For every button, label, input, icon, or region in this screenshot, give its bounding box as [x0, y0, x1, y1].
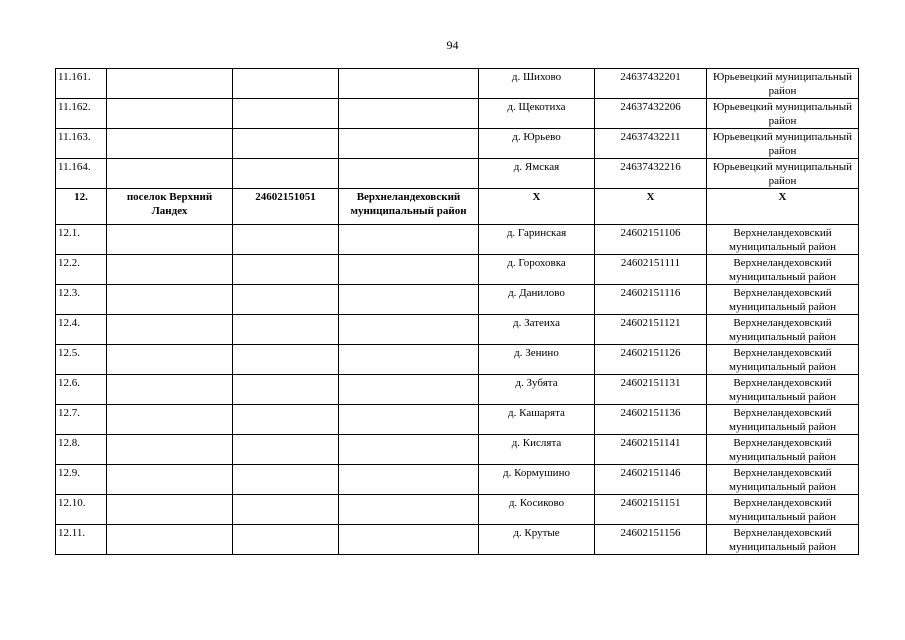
settlement-name-cell	[107, 465, 233, 495]
municipality-cell: Верхнеландеховский муниципальный район	[707, 315, 859, 345]
settlement-code-cell	[233, 255, 339, 285]
table-row	[56, 465, 859, 495]
locality-cell: д. Ямская	[479, 159, 595, 189]
municipality-cell: Верхнеландеховский муниципальный район	[707, 525, 859, 555]
settlement-code-cell	[233, 405, 339, 435]
district-cell	[339, 345, 479, 375]
row-number-cell: 12.1.	[56, 225, 107, 255]
locality-cell: д. Затеиха	[479, 315, 595, 345]
settlement-code-cell	[233, 495, 339, 525]
row-number-cell: 12.3.	[56, 285, 107, 315]
settlement-code-cell	[233, 285, 339, 315]
table-row	[56, 69, 859, 99]
district-cell	[339, 69, 479, 99]
municipality-cell: Верхнеландеховский муниципальный район	[707, 465, 859, 495]
settlement-code-cell	[233, 159, 339, 189]
settlement-name-cell	[107, 159, 233, 189]
district-cell	[339, 159, 479, 189]
locality-cell: X	[479, 189, 595, 225]
oktmo-code-cell: 24602151131	[595, 375, 707, 405]
locality-cell: д. Шихово	[479, 69, 595, 99]
oktmo-code-cell: 24637432201	[595, 69, 707, 99]
table-row	[56, 129, 859, 159]
district-cell	[339, 99, 479, 129]
settlement-code-cell	[233, 315, 339, 345]
settlement-name-cell: поселок Верхний Ландех	[107, 189, 233, 225]
row-number-cell: 12.7.	[56, 405, 107, 435]
municipality-cell: Юрьевецкий муниципальный район	[707, 159, 859, 189]
municipality-cell: Верхнеландеховский муниципальный район	[707, 495, 859, 525]
settlement-code-cell	[233, 525, 339, 555]
oktmo-code-cell: 24602151146	[595, 465, 707, 495]
row-number-cell: 11.161.	[56, 69, 107, 99]
settlement-name-cell	[107, 405, 233, 435]
district-cell	[339, 225, 479, 255]
municipality-cell: Юрьевецкий муниципальный район	[707, 99, 859, 129]
municipality-cell: Юрьевецкий муниципальный район	[707, 129, 859, 159]
settlement-code-cell	[233, 69, 339, 99]
row-number-cell: 12.	[56, 189, 107, 225]
settlement-name-cell	[107, 345, 233, 375]
settlement-name-cell	[107, 69, 233, 99]
row-number-cell: 12.5.	[56, 345, 107, 375]
table-row	[56, 159, 859, 189]
table-row	[56, 225, 859, 255]
table-row	[56, 285, 859, 315]
settlement-code-cell	[233, 465, 339, 495]
settlements-table	[55, 68, 859, 555]
settlement-name-cell	[107, 225, 233, 255]
row-number-cell: 12.6.	[56, 375, 107, 405]
settlement-name-cell	[107, 315, 233, 345]
district-cell	[339, 375, 479, 405]
municipality-cell: Верхнеландеховский муниципальный район	[707, 345, 859, 375]
table-row	[56, 255, 859, 285]
locality-cell: д. Кашарята	[479, 405, 595, 435]
table-row	[56, 375, 859, 405]
oktmo-code-cell: 24602151141	[595, 435, 707, 465]
table-row	[56, 315, 859, 345]
row-number-cell: 12.10.	[56, 495, 107, 525]
municipality-cell: Верхнеландеховский муниципальный район	[707, 285, 859, 315]
row-number-cell: 12.9.	[56, 465, 107, 495]
settlement-code-cell	[233, 99, 339, 129]
oktmo-code-cell: 24602151116	[595, 285, 707, 315]
table-row	[56, 345, 859, 375]
oktmo-code-cell: 24637432216	[595, 159, 707, 189]
settlement-name-cell	[107, 129, 233, 159]
oktmo-code-cell: 24602151136	[595, 405, 707, 435]
locality-cell: д. Данилово	[479, 285, 595, 315]
municipality-cell: Юрьевецкий муниципальный район	[707, 69, 859, 99]
district-cell	[339, 465, 479, 495]
row-number-cell: 12.11.	[56, 525, 107, 555]
district-cell	[339, 129, 479, 159]
district-cell	[339, 405, 479, 435]
table-row	[56, 525, 859, 555]
oktmo-code-cell: X	[595, 189, 707, 225]
oktmo-code-cell: 24602151156	[595, 525, 707, 555]
oktmo-code-cell: 24602151111	[595, 255, 707, 285]
settlement-name-cell	[107, 435, 233, 465]
locality-cell: д. Зенино	[479, 345, 595, 375]
table-row	[56, 405, 859, 435]
settlement-code-cell	[233, 375, 339, 405]
row-number-cell: 11.163.	[56, 129, 107, 159]
settlement-name-cell	[107, 375, 233, 405]
locality-cell: д. Юрьево	[479, 129, 595, 159]
locality-cell: д. Гаринская	[479, 225, 595, 255]
settlement-code-cell	[233, 225, 339, 255]
settlement-code-cell	[233, 129, 339, 159]
table-body	[56, 69, 859, 555]
municipality-cell: Верхнеландеховский муниципальный район	[707, 375, 859, 405]
table-row	[56, 189, 859, 225]
locality-cell: д. Кислята	[479, 435, 595, 465]
settlement-name-cell	[107, 525, 233, 555]
settlement-code-cell: 24602151051	[233, 189, 339, 225]
table-row	[56, 435, 859, 465]
locality-cell: д. Зубята	[479, 375, 595, 405]
page-number: 94	[446, 38, 459, 52]
settlement-name-cell	[107, 495, 233, 525]
table-row	[56, 495, 859, 525]
oktmo-code-cell: 24602151106	[595, 225, 707, 255]
locality-cell: д. Косиково	[479, 495, 595, 525]
district-cell	[339, 315, 479, 345]
oktmo-code-cell: 24602151151	[595, 495, 707, 525]
municipality-cell: X	[707, 189, 859, 225]
locality-cell: д. Гороховка	[479, 255, 595, 285]
settlement-name-cell	[107, 99, 233, 129]
district-cell: Верхнеландеховский муниципальный район	[339, 189, 479, 225]
locality-cell: д. Крутые	[479, 525, 595, 555]
row-number-cell: 12.4.	[56, 315, 107, 345]
settlement-name-cell	[107, 255, 233, 285]
district-cell	[339, 255, 479, 285]
district-cell	[339, 495, 479, 525]
table-row	[56, 99, 859, 129]
row-number-cell: 12.8.	[56, 435, 107, 465]
municipality-cell: Верхнеландеховский муниципальный район	[707, 255, 859, 285]
municipality-cell: Верхнеландеховский муниципальный район	[707, 435, 859, 465]
district-cell	[339, 285, 479, 315]
locality-cell: д. Щекотиха	[479, 99, 595, 129]
municipality-cell: Верхнеландеховский муниципальный район	[707, 405, 859, 435]
row-number-cell: 11.162.	[56, 99, 107, 129]
municipality-cell: Верхнеландеховский муниципальный район	[707, 225, 859, 255]
settlement-code-cell	[233, 435, 339, 465]
row-number-cell: 11.164.	[56, 159, 107, 189]
oktmo-code-cell: 24637432211	[595, 129, 707, 159]
settlement-name-cell	[107, 285, 233, 315]
district-cell	[339, 525, 479, 555]
locality-cell: д. Кормушино	[479, 465, 595, 495]
oktmo-code-cell: 24602151126	[595, 345, 707, 375]
row-number-cell: 12.2.	[56, 255, 107, 285]
settlement-code-cell	[233, 345, 339, 375]
oktmo-code-cell: 24602151121	[595, 315, 707, 345]
oktmo-code-cell: 24637432206	[595, 99, 707, 129]
district-cell	[339, 435, 479, 465]
